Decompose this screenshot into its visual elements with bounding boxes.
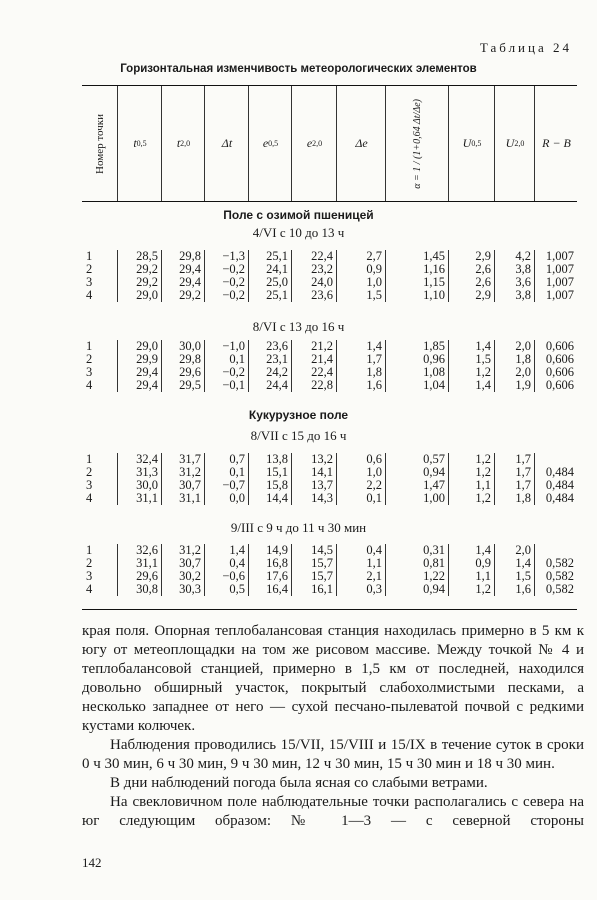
e05-cell: 14,4 [266,491,288,505]
e05-cell: 23,1 [266,352,288,366]
dt-cell: 0,7 [229,452,245,466]
t20-cell: 31,2 [179,543,201,557]
table-label: Таблица 24 [479,40,572,55]
u20-cell: 1,5 [515,569,531,583]
column-divider [494,453,495,505]
dt-cell: −1,0 [222,339,245,353]
dt-cell: −0,2 [222,275,245,289]
column-divider [534,544,535,596]
de-cell: 0,3 [366,582,382,596]
e20-cell: 14,5 [311,543,333,557]
column-divider [448,544,449,596]
data-block [82,340,577,392]
paragraph: Наблюдения проводились 15/VII, 15/VIII и 15/IX в течение суток в сроки 0 ч 30 мин, 6 ч 30 мин, 9 ч 30 мин, 12 ч 30 мин, 15 ч 30 мин и 18 ч 30 мин. [82,737,584,772]
e20-cell: 13,2 [311,452,333,466]
header-point: Номер точки [93,113,106,174]
rb-cell: 1,007 [545,288,574,302]
t20-cell: 29,8 [179,352,201,366]
rb-cell: 0,582 [545,569,574,583]
column-divider [534,453,535,505]
point-cell: 4 [86,582,93,596]
t05-cell: 29,4 [136,365,158,379]
column-divider [204,544,205,596]
point-cell: 4 [86,288,93,302]
header-u20: U 2,0 [494,86,535,201]
dt-cell: −0,1 [222,378,245,392]
table-row [82,289,577,302]
column-divider [204,340,205,392]
t20-cell: 30,7 [179,556,201,570]
de-cell: 0,6 [366,452,382,466]
t05-cell: 31,1 [136,556,158,570]
alpha-cell: 1,45 [423,249,445,263]
t20-cell: 31,1 [179,491,201,505]
u20-cell: 1,6 [515,582,531,596]
column-divider [336,453,337,505]
column-divider [494,250,495,302]
header-alpha: α = 1 / (1+0,64 Δt/Δe) [385,86,449,201]
column-divider [291,250,292,302]
column-divider [336,250,337,302]
point-cell: 2 [86,352,93,366]
e05-cell: 16,4 [266,582,288,596]
point-cell: 3 [86,478,93,492]
e05-cell: 15,1 [266,465,288,479]
dt-cell: 0,1 [229,352,245,366]
column-divider [385,453,386,505]
dt-cell: 0,0 [229,491,245,505]
de-cell: 1,0 [366,465,382,479]
rb-cell: 0,484 [545,491,574,505]
column-divider [248,250,249,302]
header-rb: R − B [534,86,578,201]
u20-cell: 1,7 [515,465,531,479]
dt-cell: 0,1 [229,465,245,479]
column-divider [385,340,386,392]
column-divider [534,250,535,302]
rb-cell: 1,007 [545,249,574,263]
column-divider [336,544,337,596]
column-divider [448,340,449,392]
point-cell: 4 [86,378,93,392]
e20-cell: 21,4 [311,352,333,366]
e05-cell: 17,6 [266,569,288,583]
column-divider [448,453,449,505]
dt-cell: −0,7 [222,478,245,492]
de-cell: 1,1 [366,556,382,570]
u20-cell: 4,2 [515,249,531,263]
t05-cell: 29,0 [136,339,158,353]
u05-cell: 2,9 [475,288,491,302]
u05-cell: 1,2 [475,465,491,479]
u20-cell: 1,8 [515,491,531,505]
dt-cell: 1,4 [229,543,245,557]
point-cell: 2 [86,556,93,570]
e20-cell: 15,7 [311,556,333,570]
u20-cell: 1,4 [515,556,531,570]
point-cell: 1 [86,543,93,557]
alpha-cell: 1,00 [423,491,445,505]
data-block [82,250,577,302]
alpha-cell: 0,94 [423,465,445,479]
e05-cell: 13,8 [266,452,288,466]
alpha-cell: 1,22 [423,569,445,583]
t05-cell: 31,1 [136,491,158,505]
rb-cell: 0,582 [545,556,574,570]
t05-cell: 29,0 [136,288,158,302]
column-divider [117,544,118,596]
t20-cell: 30,7 [179,478,201,492]
column-divider [248,453,249,505]
page-number: 142 [82,855,102,870]
u05-cell: 1,2 [475,452,491,466]
alpha-cell: 0,96 [423,352,445,366]
e05-cell: 25,0 [266,275,288,289]
alpha-cell: 0,57 [423,452,445,466]
point-cell: 3 [86,275,93,289]
section-title-corn: Кукурузное поле [248,408,349,422]
column-divider [494,544,495,596]
column-divider [161,340,162,392]
de-cell: 1,0 [366,275,382,289]
table-title: Горизонтальная изменчивость метеорологических элементов [120,63,477,75]
rb-cell: 0,606 [545,339,574,353]
u05-cell: 1,2 [475,365,491,379]
table-header [82,86,577,201]
t20-cell: 29,8 [179,249,201,263]
column-divider [534,340,535,392]
de-cell: 1,5 [366,288,382,302]
point-cell: 4 [86,491,93,505]
column-divider [204,453,205,505]
rb-cell: 0,484 [545,465,574,479]
t20-cell: 30,2 [179,569,201,583]
header-e05: e 0,5 [248,86,292,201]
e20-cell: 14,3 [311,491,333,505]
alpha-cell: 0,31 [423,543,445,557]
e05-cell: 25,1 [266,249,288,263]
de-cell: 1,8 [366,365,382,379]
de-cell: 0,9 [366,262,382,276]
e05-cell: 24,1 [266,262,288,276]
point-cell: 1 [86,339,93,353]
rb-cell: 0,606 [545,352,574,366]
table-row [82,379,577,392]
point-cell: 3 [86,569,93,583]
alpha-cell: 1,15 [423,275,445,289]
data-block [82,453,577,505]
e20-cell: 23,2 [311,262,333,276]
column-divider [385,544,386,596]
dt-cell: 0,4 [229,556,245,570]
dt-cell: −0,2 [222,288,245,302]
u20-cell: 3,8 [515,262,531,276]
alpha-cell: 1,10 [423,288,445,302]
rb-cell: 0,582 [545,582,574,596]
column-divider [117,340,118,392]
u20-cell: 2,0 [515,339,531,353]
u20-cell: 3,8 [515,288,531,302]
dt-cell: −0,2 [222,262,245,276]
point-cell: 1 [86,249,93,263]
header-e20: e 2,0 [291,86,337,201]
t20-cell: 29,5 [179,378,201,392]
u05-cell: 1,4 [475,339,491,353]
t20-cell: 29,4 [179,262,201,276]
alpha-cell: 1,16 [423,262,445,276]
column-divider [494,340,495,392]
e20-cell: 16,1 [311,582,333,596]
dt-cell: 0,5 [229,582,245,596]
de-cell: 1,6 [366,378,382,392]
e20-cell: 13,7 [311,478,333,492]
e05-cell: 25,1 [266,288,288,302]
column-divider [291,544,292,596]
dt-cell: −0,6 [222,569,245,583]
t05-cell: 29,2 [136,275,158,289]
point-cell: 3 [86,365,93,379]
e20-cell: 22,4 [311,249,333,263]
header-dt: Δt [204,86,249,201]
header-de: Δe [336,86,386,201]
u05-cell: 2,9 [475,249,491,263]
e20-cell: 15,7 [311,569,333,583]
u05-cell: 1,5 [475,352,491,366]
point-cell: 2 [86,465,93,479]
de-cell: 2,1 [366,569,382,583]
e05-cell: 16,8 [266,556,288,570]
column-divider [291,453,292,505]
e05-cell: 23,6 [266,339,288,353]
e20-cell: 21,2 [311,339,333,353]
u05-cell: 1,1 [475,569,491,583]
t20-cell: 29,4 [179,275,201,289]
e05-cell: 24,4 [266,378,288,392]
e20-cell: 23,6 [311,288,333,302]
de-cell: 1,4 [366,339,382,353]
t20-cell: 29,2 [179,288,201,302]
de-cell: 2,2 [366,478,382,492]
u20-cell: 2,0 [515,365,531,379]
rb-cell: 1,007 [545,275,574,289]
rb-cell: 0,484 [545,478,574,492]
u05-cell: 2,6 [475,275,491,289]
t05-cell: 28,5 [136,249,158,263]
column-divider [385,250,386,302]
column-divider [291,340,292,392]
u20-cell: 2,0 [515,543,531,557]
de-cell: 0,1 [366,491,382,505]
column-divider [161,544,162,596]
header-t05: t 0,5 [117,86,162,201]
u05-cell: 1,4 [475,378,491,392]
table-row [82,583,577,596]
de-cell: 2,7 [366,249,382,263]
de-cell: 0,4 [366,543,382,557]
u05-cell: 1,2 [475,582,491,596]
column-divider [336,340,337,392]
alpha-cell: 1,04 [423,378,445,392]
column-divider [161,250,162,302]
point-cell: 2 [86,262,93,276]
t05-cell: 30,0 [136,478,158,492]
column-divider [448,250,449,302]
alpha-cell: 0,81 [423,556,445,570]
period-label: 9/III с 9 ч до 11 ч 30 мин [230,520,367,535]
rb-cell: 0,606 [545,378,574,392]
e20-cell: 22,8 [311,378,333,392]
u20-cell: 3,6 [515,275,531,289]
header-t20: t 2,0 [161,86,205,201]
rb-cell: 0,606 [545,365,574,379]
de-cell: 1,7 [366,352,382,366]
u20-cell: 1,8 [515,352,531,366]
t20-cell: 31,2 [179,465,201,479]
dt-cell: −0,2 [222,365,245,379]
column-divider [248,340,249,392]
t20-cell: 30,3 [179,582,201,596]
e05-cell: 14,9 [266,543,288,557]
alpha-cell: 0,94 [423,582,445,596]
column-divider [117,453,118,505]
t20-cell: 31,7 [179,452,201,466]
period-label: 8/VI с 13 до 16 ч [252,319,345,334]
t05-cell: 29,9 [136,352,158,366]
t05-cell: 32,4 [136,452,158,466]
u05-cell: 0,9 [475,556,491,570]
column-divider [161,453,162,505]
u20-cell: 1,9 [515,378,531,392]
t05-cell: 30,8 [136,582,158,596]
t05-cell: 32,6 [136,543,158,557]
paragraph: На свекловичном поле наблюдательные точки располагались с севера на юг следующим образом: № 1—3 — с северной стороны [82,794,584,829]
point-cell: 1 [86,452,93,466]
header-u05: U 0,5 [448,86,495,201]
dt-cell: −1,3 [222,249,245,263]
period-label: 4/VI с 10 до 13 ч [252,225,345,240]
e05-cell: 24,2 [266,365,288,379]
data-block [82,544,577,596]
section-title-wheat: Поле с озимой пшеницей [223,208,374,222]
body-text [82,622,584,831]
t20-cell: 30,0 [179,339,201,353]
alpha-cell: 1,85 [423,339,445,353]
paragraph: В дни наблюдений погода была ясная со слабыми ветрами. [110,775,488,791]
u05-cell: 1,4 [475,543,491,557]
column-divider [117,250,118,302]
period-label: 8/VII с 15 до 16 ч [250,428,347,443]
t05-cell: 29,6 [136,569,158,583]
e20-cell: 14,1 [311,465,333,479]
alpha-cell: 1,47 [423,478,445,492]
u05-cell: 1,2 [475,491,491,505]
e20-cell: 22,4 [311,365,333,379]
t05-cell: 29,4 [136,378,158,392]
t20-cell: 29,6 [179,365,201,379]
e20-cell: 24,0 [311,275,333,289]
column-divider [248,544,249,596]
u20-cell: 1,7 [515,478,531,492]
column-divider [204,250,205,302]
rb-cell: 1,007 [545,262,574,276]
u05-cell: 2,6 [475,262,491,276]
table-row [82,492,577,505]
u05-cell: 1,1 [475,478,491,492]
e05-cell: 15,8 [266,478,288,492]
table-bottom-rule [82,609,577,610]
alpha-cell: 1,08 [423,365,445,379]
table-header-rule [82,201,577,202]
t05-cell: 31,3 [136,465,158,479]
paragraph: края поля. Опорная теплобалансовая станция находилась примерно в 5 км к югу от метеоплощадки на том же рисовом массиве. Между точкой № 4 и теплобалансовой станцией, примерно в 1,5 км от последней, находился довольно обширный участок, покрытый слабохолмистыми песками, а несколько западнее от него — сухой песчано-пылеватой почвой с редкими кустами колючек. [82,623,584,734]
u20-cell: 1,7 [515,452,531,466]
t05-cell: 29,2 [136,262,158,276]
